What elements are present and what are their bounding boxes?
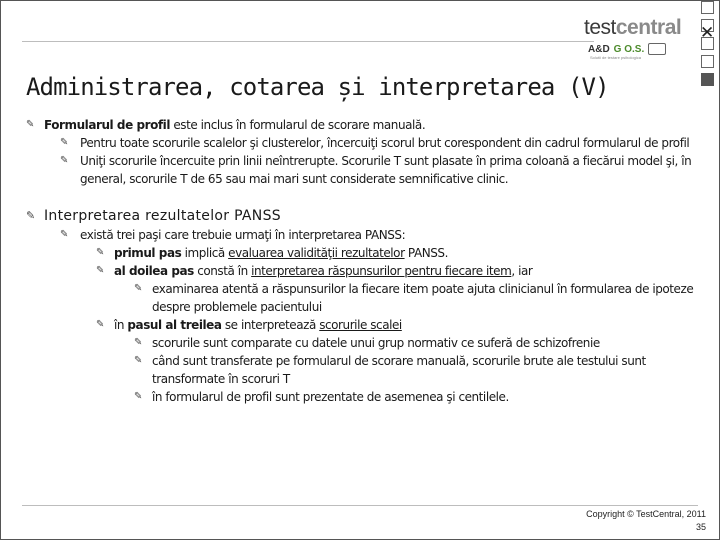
footer-divider (22, 505, 698, 506)
list-item (26, 206, 698, 226)
text: PANSS. (404, 246, 448, 260)
text: este inclus în formularul de scorare manuală. (170, 118, 426, 132)
list-item (26, 352, 698, 388)
bullet-icon: ✎ (96, 265, 104, 276)
list-item (26, 388, 698, 406)
bullet-icon: ✎ (96, 247, 104, 258)
text: când sunt transferate pe formularul de scorare manuală, scorurile brute ale testului sunt transformate în scoruri T (152, 354, 646, 386)
bold-text: Formularul de profil (44, 118, 170, 132)
bullet-icon: ✎ (134, 355, 142, 366)
text: în (114, 318, 128, 332)
page-number: 35 (695, 522, 706, 532)
bullet-icon: ✎ (60, 155, 68, 166)
bullet-icon: ✎ (26, 119, 34, 130)
bullet-icon: ✎ (26, 209, 36, 222)
ad-logo: A&D (588, 43, 610, 55)
logo-wordmark (584, 16, 696, 40)
book-icon (648, 43, 666, 55)
text: , iar (511, 264, 533, 278)
logo-part-central: central (615, 16, 682, 39)
list-item (26, 152, 698, 188)
bullet-icon: ✎ (134, 283, 142, 294)
testcentral-logo (584, 16, 696, 60)
gos-logo: G O.S. (613, 43, 645, 55)
text: implică (181, 246, 229, 260)
logo-part-test: test (584, 16, 616, 39)
underlined-text: evaluarea validităţii rezultatelor (228, 246, 405, 260)
text: constă în (193, 264, 252, 278)
copyright-text: Copyright © TestCentral, 2011 (586, 509, 706, 519)
underlined-text: interpretarea răspunsurilor pentru fiecare item (251, 264, 512, 278)
section-heading: Interpretarea rezultatelor PANSS (44, 208, 281, 224)
slide-footer (586, 508, 706, 534)
list-item (26, 334, 698, 352)
slide-title: Administrarea, cotarea și interpretarea (V) (26, 73, 609, 101)
text: scorurile sunt comparate cu datele unui grup normativ ce suferă de schizofrenie (152, 336, 600, 350)
square-filled-icon[interactable] (701, 73, 714, 86)
list-item (26, 280, 698, 316)
logo-tagline: Solutii de testare psihologica (590, 55, 641, 60)
bullet-list (26, 116, 698, 406)
text: examinarea atentă a răspunsurilor la fiecare item poate ajuta clinicianul în formularea de ipoteze despre problemele pacientului (152, 282, 694, 314)
bullet-icon: ✎ (96, 319, 104, 330)
bold-text: al doilea pas (114, 264, 194, 278)
bullet-icon: ✎ (134, 337, 142, 348)
list-item (26, 244, 698, 262)
text: Pentru toate scorurile scalelor şi clusterelor, încercuiţi scorul brut corespondent din cadrul formularul de profil (80, 136, 690, 150)
text: se interpretează (221, 318, 320, 332)
bullet-icon: ✎ (134, 391, 142, 402)
list-item (26, 316, 698, 334)
bold-text: primul pas (114, 246, 182, 260)
list-item (26, 226, 698, 244)
bullet-icon: ✎ (60, 229, 68, 240)
list-item (26, 262, 698, 280)
header-divider (22, 41, 594, 42)
list-item (26, 134, 698, 152)
square-icon[interactable] (701, 55, 714, 68)
window-controls (699, 0, 720, 91)
underlined-text: scorurile scalei (319, 318, 402, 332)
bold-text: pasul al treilea (127, 318, 222, 332)
square-icon[interactable] (701, 1, 714, 14)
text: în formularul de profil sunt prezentate de asemenea şi centilele. (152, 390, 509, 404)
close-icon[interactable]: ✕ (700, 23, 715, 43)
text: Uniţi scorurile încercuite prin linii neîntrerupte. Scorurile T sunt plasate în prima coloană a fiecărui model şi, în general, scorurile T de 65 sau mai mari sunt considerate semnificative clinic. (80, 154, 692, 186)
partner-logos (588, 43, 696, 55)
list-item (26, 116, 698, 134)
text: există trei paşi care trebuie urmaţi în interpretarea PANSS: (80, 228, 406, 242)
bullet-icon: ✎ (60, 137, 68, 148)
